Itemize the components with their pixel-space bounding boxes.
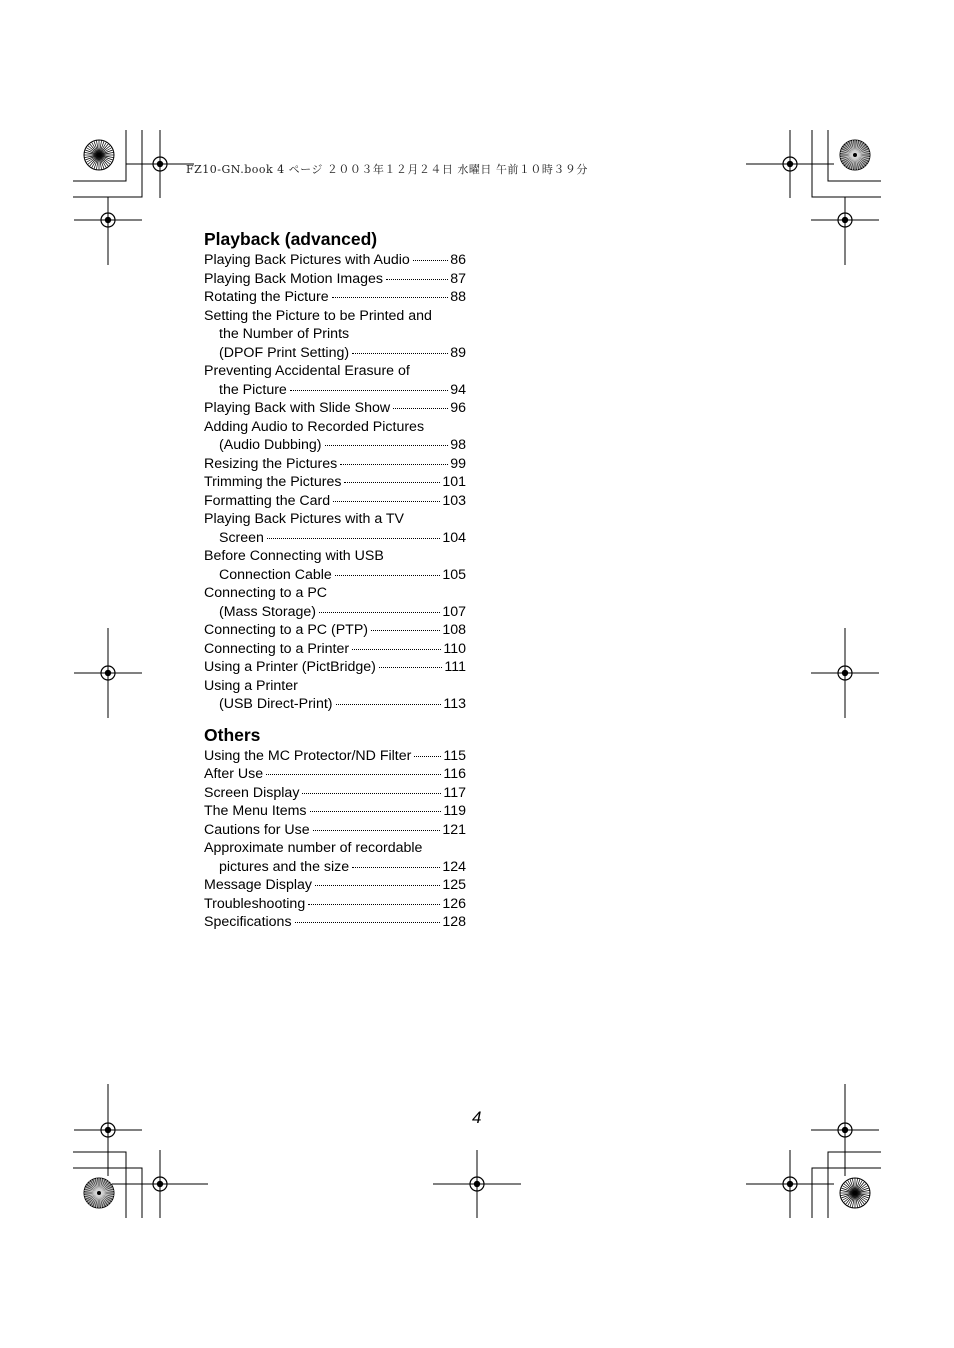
toc-page-number: 98 [450,437,466,453]
toc-page-number: 115 [443,747,466,764]
toc-entry[interactable] [204,821,466,840]
toc-entry[interactable] [204,658,466,677]
toc-entry[interactable] [204,547,466,584]
toc-entry[interactable] [204,765,466,784]
print-header-line: FZ10-GN.book 4 ページ ２００３年１２月２４日 水曜日 午前１０時３９分 [186,163,588,176]
toc-page-number: 126 [442,895,466,912]
toc-entry[interactable] [204,621,466,640]
registration-target-dot [787,161,793,167]
registration-target-dot [157,161,163,167]
toc-entry[interactable] [204,251,466,270]
toc-page-number: 117 [443,784,466,801]
toc-entry[interactable] [204,876,466,895]
toc-entry-text: Playing Back Motion Images [204,270,384,287]
toc-entry[interactable] [204,839,466,876]
toc-entry-text: Before Connecting with USB [204,548,384,564]
toc-entry[interactable] [204,455,466,474]
toc-page-number: 110 [443,640,466,657]
toc-entry-text: Screen [219,529,264,546]
toc-entry-text: Connection Cable [219,566,332,583]
registration-target-dot [157,1181,163,1187]
toc-entry[interactable] [204,270,466,289]
toc-entry-text: Connecting to a PC [204,585,328,601]
dot-leader [266,773,441,775]
toc-entry-text: pictures and the size [219,858,350,875]
toc-entry[interactable] [204,399,466,418]
toc-entry[interactable] [204,895,466,914]
toc-entry-text: Cautions for Use [204,821,310,838]
toc-entry-text: Specifications [204,914,292,930]
toc-entry-text: Connecting to a Printer [204,640,350,657]
toc-page-number: 104 [442,529,466,546]
registration-target-dot [842,1127,848,1133]
toc-entry-text: Playing Back with Slide Show [204,400,391,416]
registration-target-dot [787,1181,793,1187]
toc-page-number: 99 [450,455,466,472]
toc-entry-text: Connecting to a PC (PTP) [204,622,369,638]
starburst-center [853,1191,857,1195]
toc-page-number: 128 [442,914,466,930]
toc-section [204,229,466,714]
toc-entry-text: Rotating the Picture [204,289,329,305]
toc-entry-text: After Use [204,766,264,782]
toc-entry[interactable] [204,362,466,399]
toc-entry[interactable] [204,492,466,511]
toc-page-number: 107 [442,603,466,620]
starburst-center [97,1191,101,1195]
toc-entry-text: Screen Display [204,784,300,801]
toc-entry[interactable] [204,418,466,455]
toc-page-number: 96 [450,400,466,416]
toc-page-number: 111 [444,659,466,675]
dot-leader [371,629,440,631]
dot-leader [340,463,448,465]
starburst-center [853,153,857,157]
toc-entry-text: Adding Audio to Recorded Pictures [204,418,425,435]
dot-leader [313,829,441,831]
toc-entry-text: The Menu Items [204,803,307,819]
toc-entry-text: Resizing the Pictures [204,455,338,472]
toc-entry-text: Setting the Picture to be Printed and [204,307,432,324]
toc-entry[interactable] [204,288,466,307]
toc-entry[interactable] [204,510,466,547]
toc-page-number: 108 [442,622,466,638]
toc-entry-text: Using a Printer [204,677,298,694]
toc-entry-text: Playing Back Pictures with a TV [204,511,405,527]
toc-page-number: 124 [442,858,466,875]
toc-entry[interactable] [204,584,466,621]
section-title: Playback (advanced) [204,229,378,249]
dot-leader [414,755,441,757]
toc-entry-text: Troubleshooting [204,895,306,912]
dot-leader [413,259,448,261]
dot-leader [386,278,448,280]
toc-page-number: 125 [442,877,466,893]
toc-entry-text: Preventing Accidental Erasure of [204,363,410,379]
toc-entry-text: Trimming the Pictures [204,474,342,490]
dot-leader [333,500,440,502]
toc-entry-text: Playing Back Pictures with Audio [204,252,410,268]
table-of-contents [204,229,466,932]
starburst-center [97,153,101,157]
toc-entry-text: the Number of Prints [219,326,350,342]
registration-target-dot [474,1181,480,1187]
toc-section [204,725,466,932]
dot-leader [319,611,440,613]
toc-entry-text: (DPOF Print Setting) [219,344,350,361]
toc-entry[interactable] [204,747,466,766]
page-number: 4 [472,1108,482,1127]
registration-target-dot [105,670,111,676]
toc-page-number: 116 [443,766,466,782]
toc-page-number: 88 [450,289,466,305]
registration-target-dot [842,217,848,223]
toc-page-number: 113 [443,696,466,712]
registration-target-dot [842,670,848,676]
dot-leader [352,866,440,868]
dot-leader [302,792,441,794]
dot-leader [344,481,440,483]
toc-page-number: 121 [442,821,466,838]
toc-entry[interactable] [204,307,466,363]
toc-page-number: 103 [442,492,466,509]
toc-entry[interactable] [204,784,466,803]
toc-entry-text: Using the MC Protector/ND Filter [204,747,412,764]
dot-leader [393,407,448,409]
dot-leader [310,810,442,812]
toc-entry[interactable] [204,640,466,659]
toc-entry-text: (USB Direct-Print) [219,696,333,712]
dot-leader [290,389,448,391]
dot-leader [352,648,441,650]
dot-leader [308,903,440,905]
toc-page-number: 94 [450,381,466,398]
toc-entry-text: Message Display [204,877,313,893]
toc-entry[interactable] [204,802,466,821]
dot-leader [335,574,441,576]
toc-entry[interactable] [204,473,466,492]
toc-entry-text: the Picture [219,381,287,398]
toc-page-number: 86 [450,252,466,268]
toc-entry-text: Approximate number of recordable [204,840,423,856]
toc-page-number: 101 [442,474,466,490]
toc-entry[interactable] [204,913,466,932]
toc-page-number: 87 [450,270,466,287]
toc-entry-text: (Audio Dubbing) [219,437,322,453]
dot-leader [336,703,442,705]
dot-leader [325,444,449,446]
toc-page-number: 89 [450,344,466,361]
dot-leader [352,352,448,354]
toc-entry-text: Using a Printer (PictBridge) [204,659,376,675]
registration-target-dot [105,1127,111,1133]
dot-leader [295,921,441,923]
section-title: Others [204,724,261,745]
toc-entry-text: Formatting the Card [204,492,331,509]
dot-leader [379,666,443,668]
toc-page-number: 105 [442,566,466,583]
dot-leader [315,884,440,886]
toc-page-number: 119 [443,803,466,819]
toc-entry[interactable] [204,677,466,714]
toc-entry-text: (Mass Storage) [219,603,316,620]
dot-leader [267,537,440,539]
dot-leader [332,296,449,298]
